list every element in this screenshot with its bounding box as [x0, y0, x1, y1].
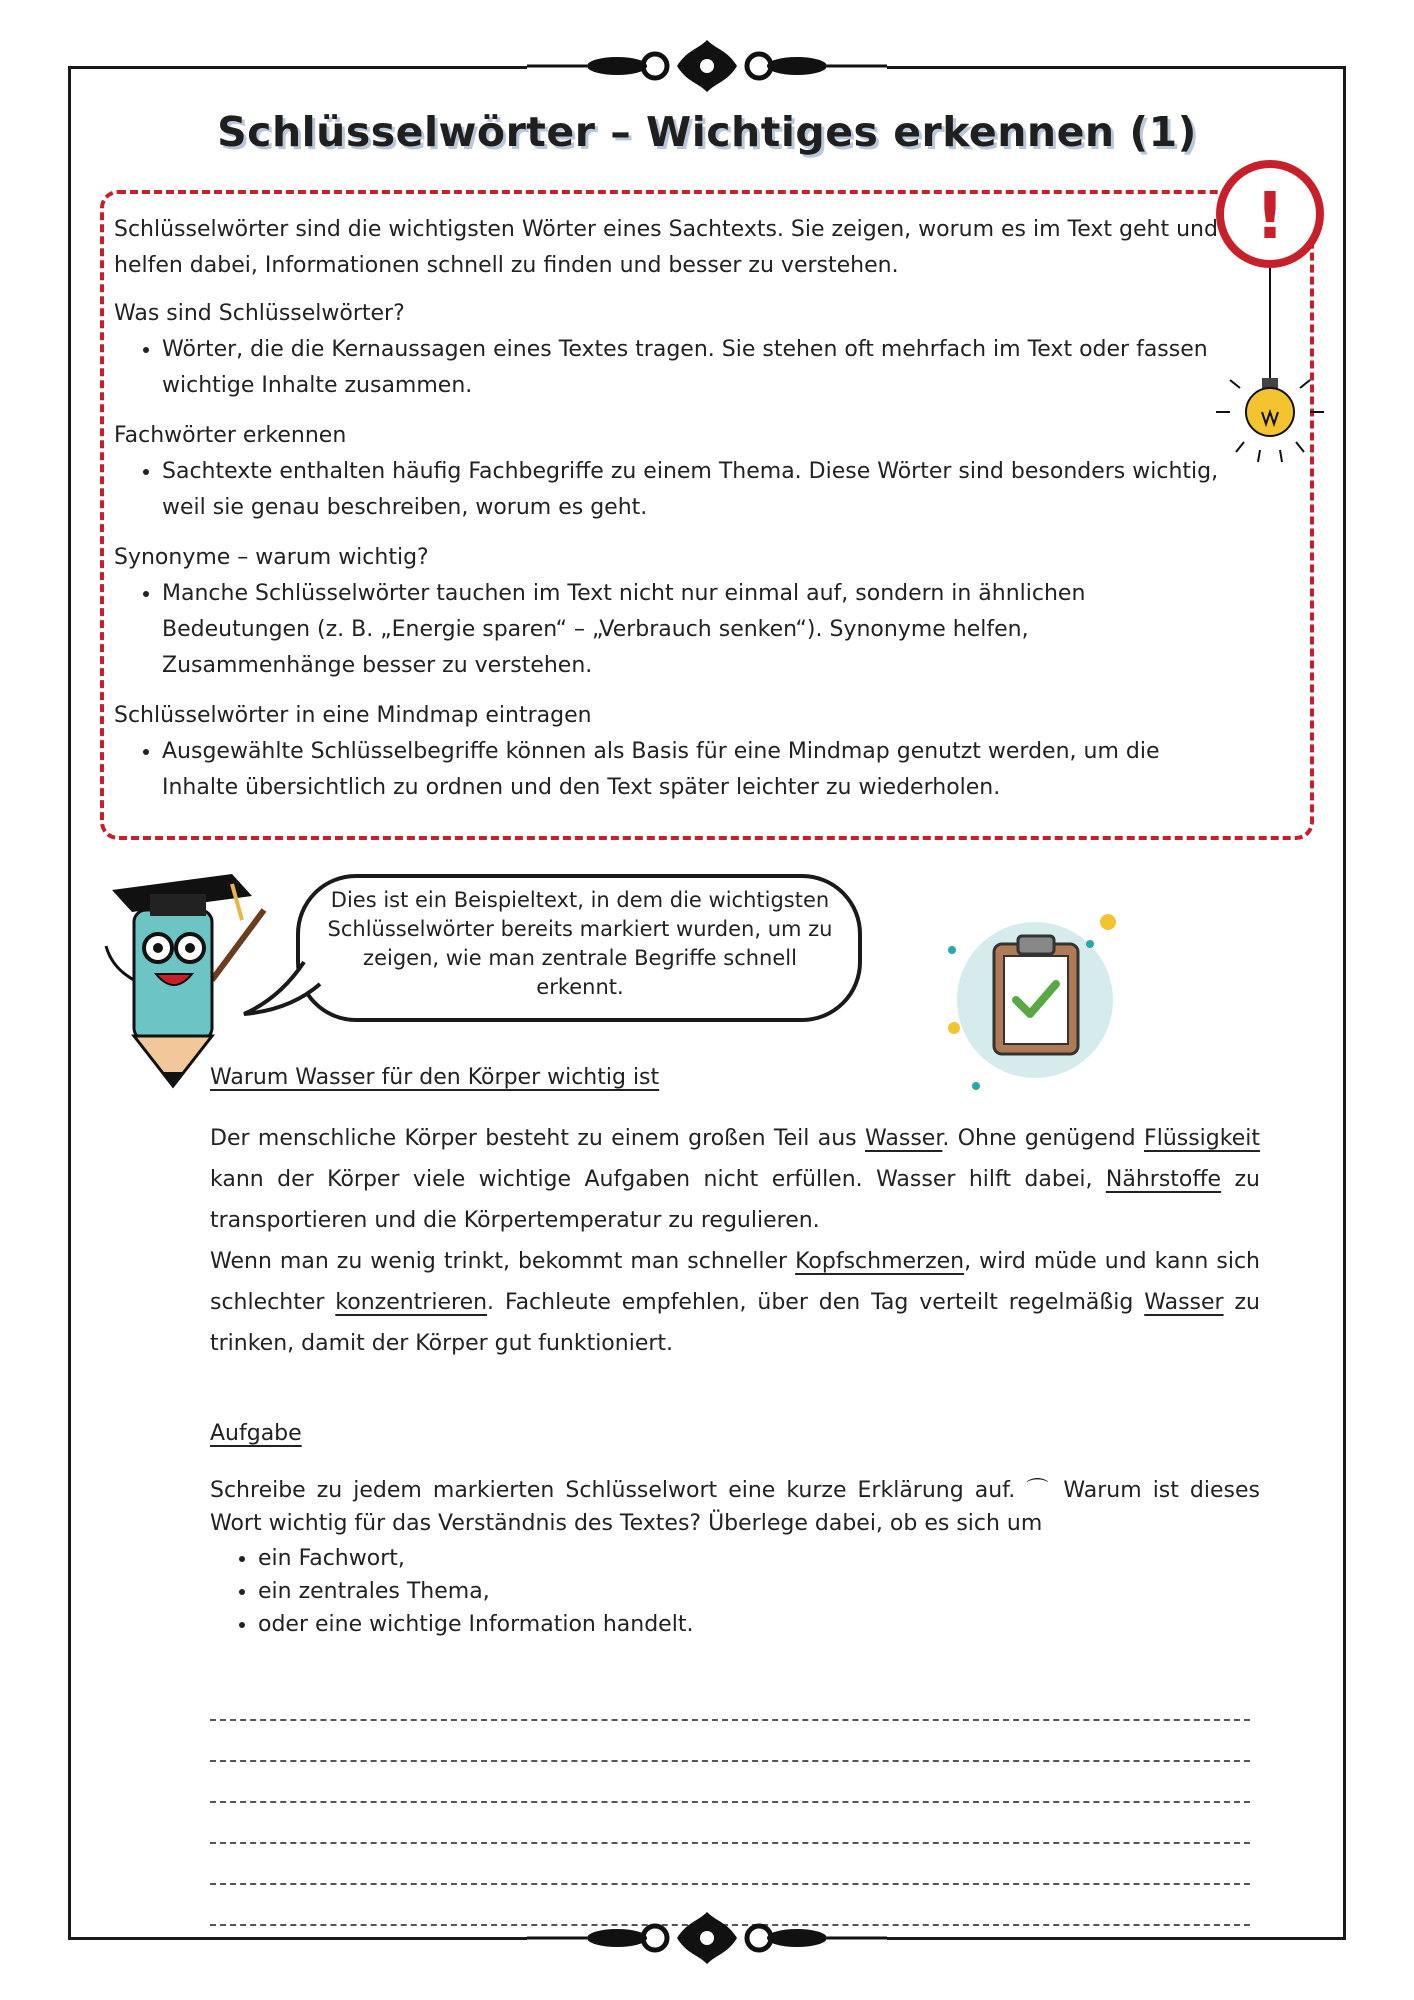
task-text: Schreibe zu jedem markierten Schlüsselwort eine kurze Erklärung auf. ⌒ Warum ist dieses Wort wichtig für das Verständnis des Textes? Überlege dabei, ob es sich um — [210, 1478, 1260, 1536]
answer-line[interactable] — [210, 1803, 1250, 1844]
task-bullet-2: • ein zentrales Thema, — [258, 1575, 1260, 1608]
article-text: zu trinken, damit der Körper gut funktioniert. — [210, 1290, 1260, 1356]
info-bullet-3: • Manche Schlüsselwörter tauchen im Text nicht nur einmal auf, sondern in ähnlichen Bedeutungen (z. B. „Energie sparen“ – „Verbrauch senken“). Synonyme helfen, Zusammenhänge besser zu verstehen. — [162, 576, 1224, 684]
keyword-wasser: Wasser — [865, 1126, 943, 1151]
article-text: Der menschliche Körper besteht zu einem großen Teil aus — [210, 1126, 866, 1151]
article-text: . Fachleute empfehlen, über den Tag verteilt regelmäßig — [487, 1290, 1145, 1315]
info-heading-4: Schlüsselwörter in eine Mindmap eintragen — [114, 703, 592, 728]
article-text: zu transportieren und die Körpertemperatur zu regulieren. — [210, 1167, 1260, 1233]
task-section — [210, 1474, 1260, 1641]
example-article — [210, 1060, 1260, 1641]
answer-line[interactable] — [210, 1762, 1250, 1803]
answer-line[interactable] — [210, 1844, 1250, 1885]
answer-line[interactable] — [210, 1680, 1250, 1721]
keyword-wasser-2: Wasser — [1144, 1290, 1224, 1315]
article-heading: Warum Wasser für den Körper wichtig ist — [210, 1065, 660, 1090]
article-body — [210, 1118, 1260, 1364]
keyword-fluessigkeit: Flüssigkeit — [1144, 1126, 1260, 1151]
page-title: Schlüsselwörter – Wichtiges erkennen (1) — [217, 108, 1197, 156]
task-bullet-1: • ein Fachwort, — [258, 1542, 1260, 1575]
article-text: kann der Körper viele wichtige Aufgaben nicht erfüllen. Wasser hilft dabei, — [210, 1167, 1106, 1192]
alert-lightbulb-icon — [1210, 160, 1330, 480]
keyword-kopfschmerzen: Kopfschmerzen — [795, 1249, 965, 1274]
answer-lines — [210, 1680, 1250, 1926]
article-text: , wird müde und kann sich schlechter — [210, 1249, 1261, 1315]
answer-line[interactable] — [210, 1721, 1250, 1762]
info-heading-2: Fachwörter erkennen — [114, 423, 347, 448]
task-bullet-3: • oder eine wichtige Information handelt. — [258, 1608, 1260, 1641]
info-bullet-4: • Ausgewählte Schlüsselbegriffe können als Basis für eine Mindmap genutzt werden, um die Inhalte übersichtlich zu ordnen und den Text später leichter zu wiederholen. — [162, 734, 1224, 806]
info-bullet-2: • Sachtexte enthalten häufig Fachbegriffe zu einem Thema. Diese Wörter sind besonders wichtig, weil sie genau beschreiben, worum es geht. — [162, 454, 1224, 526]
ornament-top-icon — [527, 36, 887, 96]
lightbulb-icon — [1216, 380, 1324, 462]
alert-icon: ! — [1255, 180, 1285, 254]
keyword-naehrstoffe: Nährstoffe — [1105, 1167, 1222, 1192]
info-heading-1: Was sind Schlüsselwörter? — [114, 301, 405, 326]
speech-bubble-tail — [240, 958, 330, 1028]
article-text: Wenn man zu wenig trinkt, bekommt man schneller — [210, 1249, 796, 1274]
info-heading-3: Synonyme – warum wichtig? — [114, 545, 429, 570]
task-heading: Aufgabe — [210, 1421, 302, 1446]
info-content — [114, 212, 1224, 820]
info-bullet-1: • Wörter, die die Kernaussagen eines Textes tragen. Sie stehen oft mehrfach im Text oder fassen wichtige Inhalte zusammen. — [162, 332, 1224, 404]
article-text: . Ohne genügend — [942, 1126, 1145, 1151]
ornament-bottom-icon — [527, 1908, 887, 1968]
info-intro: Schlüsselwörter sind die wichtigsten Wörter eines Sachtexts. Sie zeigen, worum es im Text geht und helfen dabei, Informationen schnell zu finden und besser zu verstehen. — [114, 217, 1218, 278]
speech-bubble-text: Dies ist ein Beispieltext, in dem die wichtigsten Schlüsselwörter bereits markiert wurden, um zu zeigen, wie man zentrale Begriffe schnell erkennt. — [327, 888, 833, 999]
keyword-konzentrieren: konzentrieren — [335, 1290, 488, 1315]
